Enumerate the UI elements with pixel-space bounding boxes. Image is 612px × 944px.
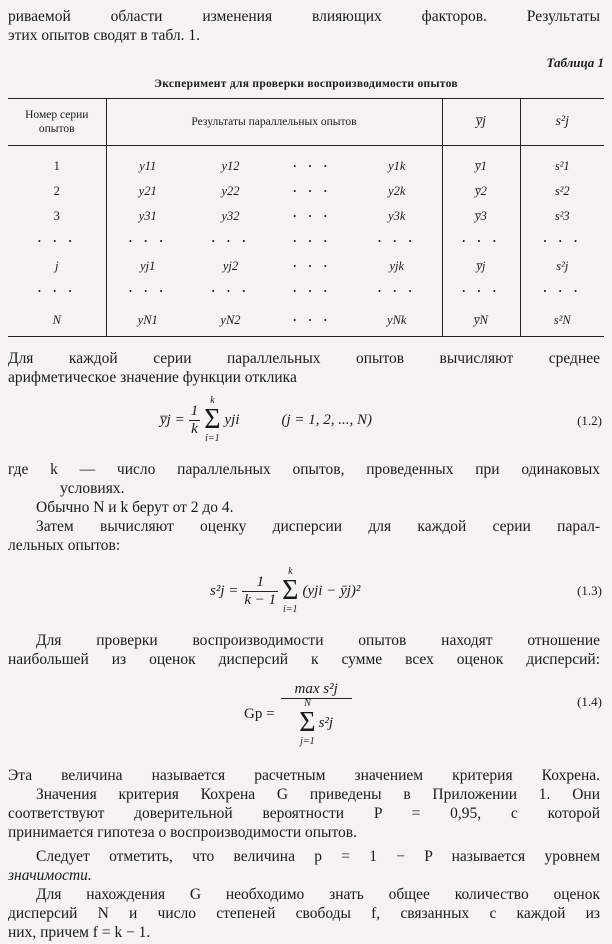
cell: y2k (388, 184, 406, 198)
cell-var: · · · (520, 229, 604, 254)
cell-var: · · · (520, 279, 604, 304)
cell: y32 (221, 209, 240, 223)
cell: y21 (106, 179, 189, 204)
table-row (8, 204, 604, 229)
text-line: Для проверки воспроизводимости опытов находят отношение (36, 632, 600, 649)
cell-series: 3 (53, 209, 60, 223)
sum-symbol: k Σ i=1 (282, 566, 299, 615)
table-title: Эксперимент для проверки воспроизводимости опытов (154, 78, 458, 90)
equation-number: (1.2) (577, 413, 602, 428)
cell-mean: · · · (442, 229, 520, 254)
cell: · · · (292, 234, 332, 248)
cell: y22 (221, 184, 240, 198)
table-row (8, 254, 604, 279)
table-row (8, 229, 604, 254)
text-line: Для нахождения G необходимо знать общее количество оценок (36, 886, 600, 903)
header-mean: y̅j (442, 99, 520, 146)
text-line: Затем вычисляют оценку дисперсии для каждой серии парал- (36, 518, 600, 535)
cell: · · · (377, 234, 417, 248)
cell-var: s²N (520, 304, 604, 337)
eq-fraction: $\frac{1}{k - 1}$ (244, 573, 277, 608)
text-line: условиях. (60, 480, 125, 497)
header-var: s²j (520, 99, 604, 146)
text-line: риваемой области изменения влияющих факторов. Результаты (8, 8, 600, 25)
cell: · · · (292, 259, 332, 273)
eq-body: yji (224, 411, 240, 428)
cell: yNk (352, 304, 442, 337)
cell-series: 2 (53, 184, 60, 198)
cell: y31 (106, 204, 189, 229)
table-row (8, 279, 604, 304)
cell: yN1 (106, 304, 189, 337)
cell: y11 (106, 146, 189, 180)
text-line: наибольшей из оценок дисперсий к сумме всех оценок дисперсий: (8, 651, 600, 668)
cell-series: N (8, 304, 106, 337)
cell: · · · (292, 209, 332, 223)
table-row (8, 179, 604, 204)
sum-symbol: N Σ j=1 (299, 698, 316, 747)
cell: · · · (106, 229, 189, 254)
cell: yN2 (189, 304, 272, 337)
cell-series: j (55, 259, 59, 273)
text-line: этих опытов сводят в табл. 1. (8, 27, 201, 44)
table-row (8, 146, 604, 180)
equation-number: (1.4) (577, 694, 602, 709)
equation-number: (1.3) (577, 583, 602, 598)
text-line: значимости. (8, 867, 92, 884)
cell-series: 1 (53, 159, 60, 173)
experiment-table (8, 98, 604, 337)
text-line: Значения критерия Кохрена G приведены в Приложении 1. Они (36, 786, 600, 803)
cell: · · · (211, 234, 250, 248)
cell-var: s²j (520, 254, 604, 279)
cell-mean: y̅N (442, 304, 520, 337)
text-line: Для каждой серии параллельных опытов вычисляют среднее (8, 350, 600, 367)
cell-mean: y̅j (442, 254, 520, 279)
equation-1-4 (244, 674, 352, 754)
equation-1-3 (210, 560, 360, 622)
cell: · · · (377, 284, 417, 298)
text-line: Обычно N и k берут от 2 до 4. (36, 499, 234, 516)
cell-mean: · · · (442, 279, 520, 304)
text-line: них, причем f = k − 1. (8, 924, 151, 941)
cell: · · · (292, 159, 332, 173)
sum-symbol: k Σ i=1 (204, 395, 221, 444)
text-line: дисперсий N и число степеней свободы f, связанных с каждой из (8, 905, 600, 922)
text-line: лельных опытов: (8, 537, 121, 554)
text-line: принимается гипотеза о воспроизводимости опытов. (8, 824, 357, 841)
cell: · · · (106, 279, 189, 304)
eq-lhs: s²j = (210, 582, 239, 599)
cell-mean: y̅2 (442, 179, 520, 204)
cell-var: s²3 (520, 204, 604, 229)
cell: yj2 (222, 259, 239, 273)
eq-body: (yji − ȳj)² (302, 582, 361, 599)
cell: yjk (389, 259, 405, 273)
cell: · · · (211, 284, 250, 298)
text-line: арифметическое значение функции отклика (8, 369, 297, 386)
text-line: Эта величина называется расчетным значением критерия Кохрена. (8, 767, 600, 784)
cell: · · · (292, 284, 332, 298)
cell: yj1 (106, 254, 189, 279)
eq-lhs: Gp = (244, 705, 275, 722)
table-caption: Таблица 1 (546, 55, 604, 70)
cell: · · · (272, 304, 352, 337)
cell-series: · · · (37, 284, 77, 298)
text-line: где k — число параллельных опытов, проведенных при одинаковых (8, 461, 600, 478)
text-line: Следует отметить, что величина p = 1 − P называется уровнем (36, 848, 600, 865)
table-row (8, 304, 604, 337)
cell: · · · (292, 184, 332, 198)
cell-mean: y̅3 (442, 204, 520, 229)
cell-mean: y̅1 (442, 146, 520, 180)
cell: y1k (388, 159, 406, 173)
eq-lhs: y̅j = (160, 411, 185, 428)
eq-condition: (j = 1, 2, ..., N) (281, 411, 373, 428)
cell: y3k (388, 209, 406, 223)
eq-fraction: max s²j N Σ j=1 s²j (281, 681, 352, 747)
equation-1-2 (160, 390, 372, 450)
eq-fraction: $\frac{1}{k}$ (190, 402, 199, 437)
header-results: Результаты параллельных опытов (106, 99, 442, 146)
header-series: Номер серии опытов (8, 99, 106, 146)
text-line: соответствуют доверительной вероятности P = 0,95, с которой (8, 805, 600, 822)
cell: y12 (221, 159, 240, 173)
cell-var: s²1 (520, 146, 604, 180)
cell-series: · · · (37, 234, 77, 248)
cell-var: s²2 (520, 179, 604, 204)
